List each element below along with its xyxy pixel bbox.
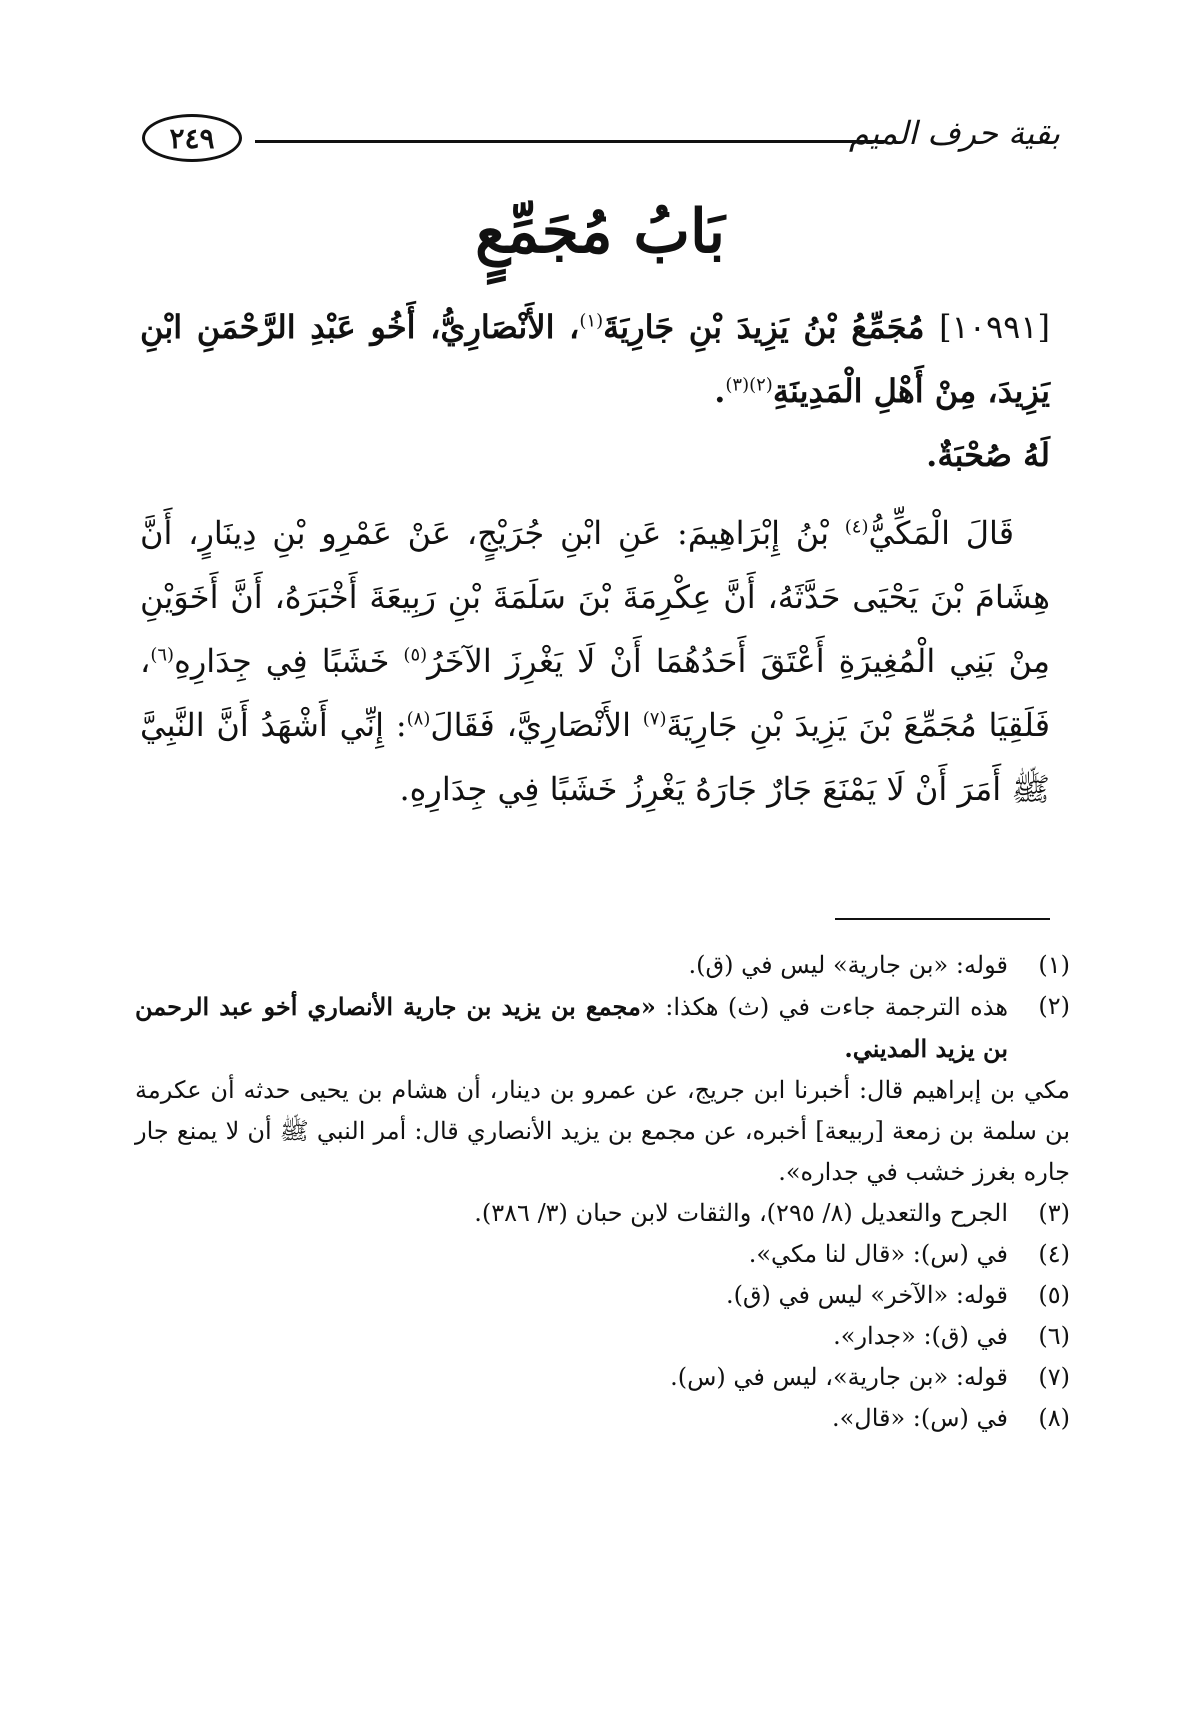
footnote-ref-5: (٥) (403, 644, 428, 666)
footnote-continuation: مكي بن إبراهيم قال: أخبرنا ابن جريج، عن عمرو بن دينار، أن هشام بن يحيى حدثه أن عكرمة بن سلمة بن زمعة [ربيعة] أخبره، عن مجمع بن يزيد الأنصاري قال: أمر النبي ﷺ أن لا يمنع جار جاره بغرز خشب في جداره». (135, 1076, 1070, 1186)
page-number: ٢٤٩ (169, 121, 215, 155)
footnote-ref-7: (٧) (642, 708, 667, 730)
footnote-number: (٨) (1038, 1404, 1070, 1432)
narration-text-6: : إِنِّي أَشْهَدُ أَنَّ النَّبِيَّ ﷺ أَمَرَ أَنْ لَا يَمْنَعَ جَارٌ جَارَهُ يَغْرِزُ خَشَبًا فِي جِدَارِهِ. (140, 706, 1050, 808)
footnote-text: قوله: «بن جارية»، ليس في (س). (670, 1363, 1008, 1391)
running-title: بقية حرف الميم (849, 114, 1060, 152)
footnote-number: (٢) (1038, 992, 1070, 1020)
main-text (140, 295, 1050, 821)
footnote-number: (٦) (1038, 1322, 1070, 1350)
footnote-item (135, 1275, 1070, 1316)
entry-name-part1: مُجَمِّعُ بْنُ يَزِيدَ بْنِ جَارِيَةَ (603, 308, 925, 346)
footnote-text: في (س): «قال». (831, 1404, 1008, 1432)
narration-text-3: خَشَبًا فِي جِدَارِهِ (174, 642, 404, 680)
narration-paragraph (140, 501, 1050, 821)
footnote-item (135, 1316, 1070, 1357)
footnote-text: هذه الترجمة جاءت في (ث) هكذا: (655, 993, 1008, 1021)
footnote-number: (٧) (1038, 1363, 1070, 1391)
narration-text-1: قَالَ الْمَكِّيُّ (868, 514, 1015, 552)
footnote-body (135, 986, 1008, 1070)
footnote-item (135, 1234, 1070, 1275)
page-number-oval (142, 114, 242, 162)
entry-name-end: . (714, 372, 726, 410)
narration-text-5: الأَنْصَارِيَّ، فَقَالَ (430, 706, 643, 744)
footnote-text: قوله: «بن جارية» ليس في (ق). (688, 951, 1008, 979)
footnote-item (135, 1357, 1070, 1398)
footnotes (135, 945, 1070, 1439)
footnote-ref-8: (٨) (406, 708, 431, 730)
running-header (140, 112, 1060, 172)
narration-text-4: ، فَلَقِيَا مُجَمِّعَ بْنَ يَزِيدَ بْنِ جَارِيَةَ (140, 642, 1051, 744)
footnote-ref-4: (٤) (844, 516, 869, 538)
footnote-ref-6: (٦) (150, 644, 175, 666)
footnote-item (135, 1193, 1070, 1234)
narration-text-2: بْنُ إِبْرَاهِيمَ: عَنِ ابْنِ جُرَيْجٍ، عَنْ عَمْرِو بْنِ دِينَارٍ، أَنَّ هِشَامَ بْنَ يَحْيَى حَدَّثَهُ، أَنَّ عِكْرِمَةَ بْنَ سَلَمَةَ بْنِ رَبِيعَةَ أَخْبَرَهُ، أَنَّ أَخَوَيْنِ مِنْ بَنِي الْمُغِيرَةِ أَعْتَقَ أَحَدُهُمَا أَنْ لَا يَغْرِزَ الآخَرُ (140, 514, 1050, 680)
footnote-number: (٣) (1038, 1199, 1070, 1227)
footnote-number: (٤) (1038, 1240, 1070, 1268)
footnote-item (135, 945, 1070, 986)
footnote-bold-quote: «مجمع بن يزيد بن جارية الأنصاري أخو عبد الرحمن بن يزيد المديني. (135, 992, 1008, 1063)
footnote-text: الجرح والتعديل (٨/ ٢٩٥)، والثقات لابن حبان (٣/ ٣٨٦). (474, 1199, 1008, 1227)
entry-number: [١٠٩٩١] (939, 308, 1051, 346)
footnote-ref-1: (١) (579, 310, 604, 332)
footnote-separator (835, 918, 1050, 920)
entry-name-part2: ، الأَنْصَارِيُّ، أَخُو عَبْدِ الرَّحْمَنِ ابْنِ يَزِيدَ، مِنْ أَهْلِ الْمَدِينَةِ (140, 308, 1050, 410)
footnote-item (135, 1398, 1070, 1439)
chapter-title: بَابُ مُجَمِّعٍ (475, 197, 725, 267)
entry-heading (140, 295, 1050, 423)
footnote-text: في (ق): «جدار». (833, 1322, 1008, 1350)
footnote-number: (١) (1038, 951, 1070, 979)
footnote-text: قوله: «الآخر» ليس في (ق). (725, 1281, 1008, 1309)
footnote-text: في (س): «قال لنا مكي». (748, 1240, 1008, 1268)
header-rule (255, 140, 885, 143)
companion-note: لَهُ صُحْبَةٌ. (926, 436, 1050, 474)
footnote-item (135, 986, 1070, 1070)
footnote-ref-2-3: (٢)(٣) (725, 374, 773, 396)
footnote-number: (٥) (1038, 1281, 1070, 1309)
